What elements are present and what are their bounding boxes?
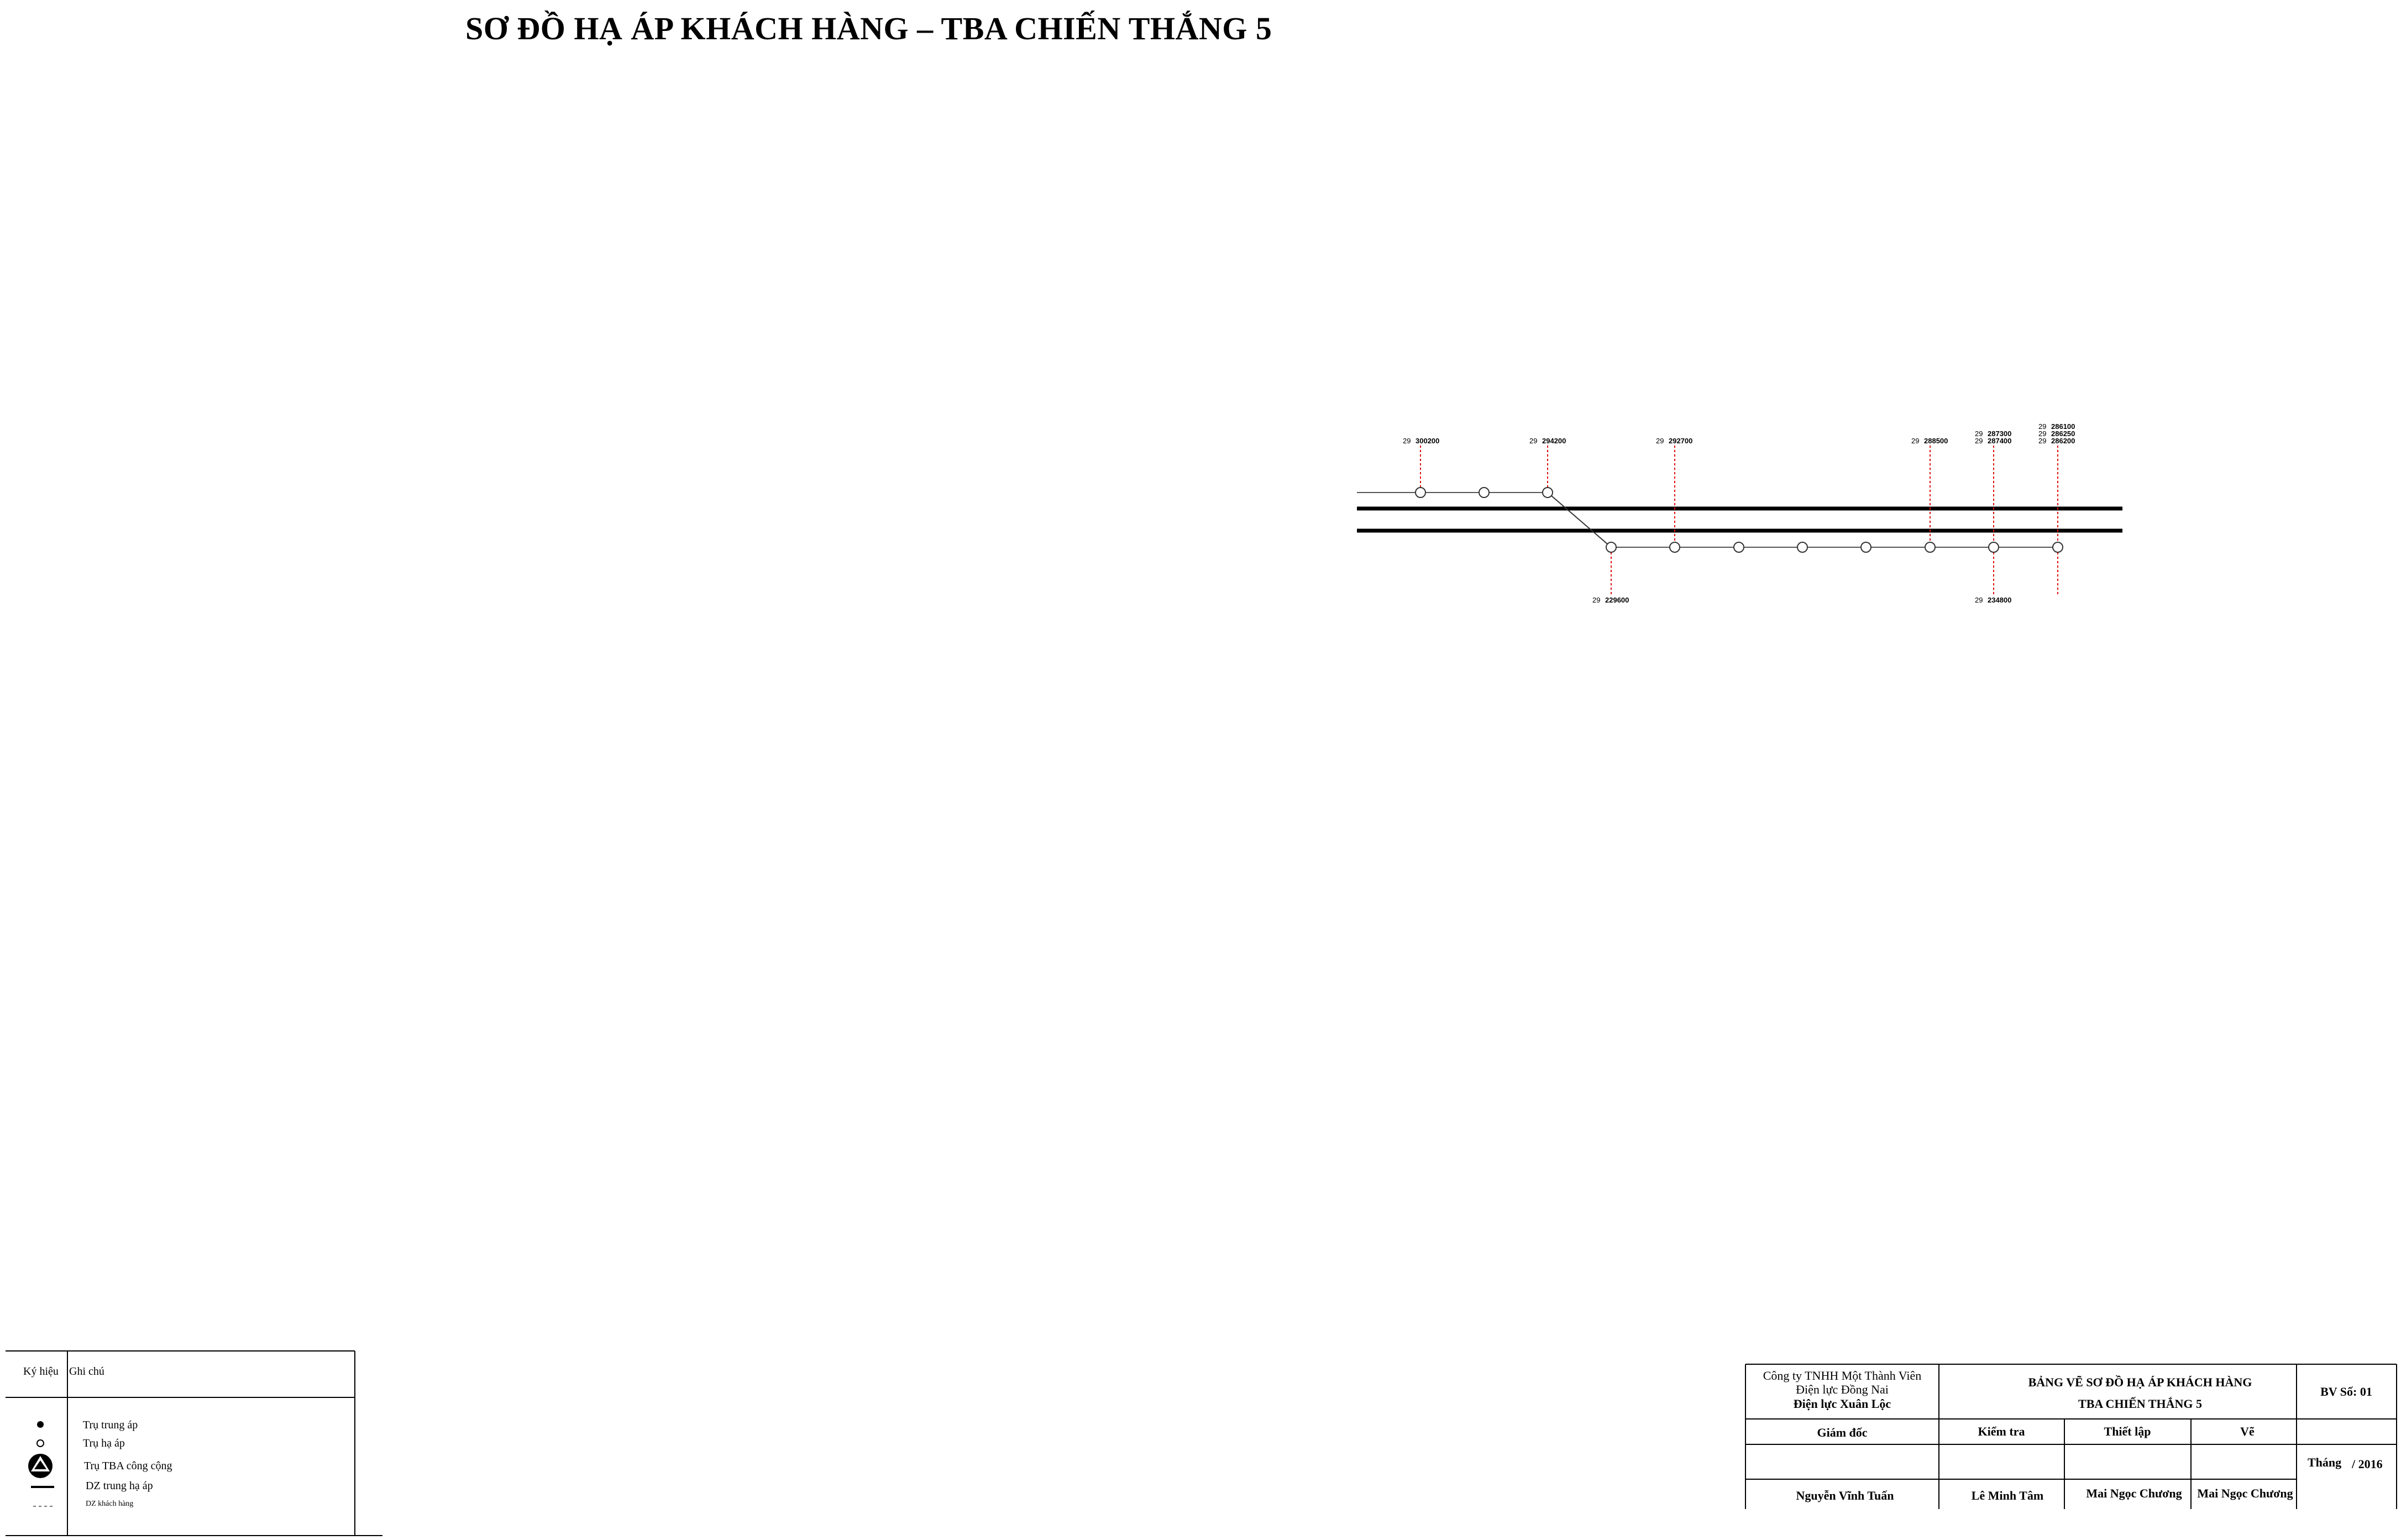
low-voltage-pole[interactable] <box>1797 542 1807 552</box>
low-voltage-pole[interactable] <box>1479 488 1489 497</box>
legend-label: Trụ TBA công cộng <box>84 1460 172 1472</box>
title-block-text <box>1763 1369 2383 1502</box>
name-designer: Mai Ngọc Chương <box>2086 1486 2182 1500</box>
company-line2: Điện lực Đồng Nai <box>1796 1382 1889 1396</box>
role-drafter: Vẽ <box>2240 1424 2255 1438</box>
lower-pole-labels <box>1592 596 2011 604</box>
label-code: 286100 <box>2051 422 2075 431</box>
year-label: / 2016 <box>2352 1457 2383 1471</box>
label-prefix: 29 <box>1975 437 1983 445</box>
low-voltage-pole[interactable] <box>1989 542 1999 552</box>
role-checker: Kiểm tra <box>1978 1424 2025 1438</box>
label-code: 294200 <box>1542 437 1566 445</box>
legend <box>6 1351 382 1536</box>
name-director: Nguyễn Vĩnh Tuấn <box>1796 1489 1894 1502</box>
public-substation-icon <box>28 1454 53 1478</box>
label-code: 288500 <box>1924 437 1948 445</box>
filled-circle-icon <box>37 1421 44 1428</box>
name-checker: Lê Minh Tâm <box>1971 1489 2044 1502</box>
label-prefix: 29 <box>2038 422 2047 431</box>
drawing-title-line2: TBA CHIẾN THẮNG 5 <box>2078 1397 2202 1411</box>
label-prefix: 29 <box>1592 596 1601 604</box>
open-circle-icon <box>37 1440 44 1447</box>
label-code: 286250 <box>2051 429 2075 438</box>
label-code: 234800 <box>1988 596 2012 604</box>
label-prefix: 29 <box>1529 437 1538 445</box>
legend-header-note: Ghi chú <box>69 1365 104 1377</box>
low-voltage-pole[interactable] <box>1861 542 1871 552</box>
legend-header-symbol: Ký hiệu <box>23 1365 59 1377</box>
label-code: 286200 <box>2051 437 2075 445</box>
legend-label: DZ trung hạ áp <box>86 1480 153 1492</box>
page-title: SƠ ĐỒ HẠ ÁP KHÁCH HÀNG – TBA CHIẾN THẮNG 5 <box>465 11 1272 46</box>
label-prefix: 29 <box>1403 437 1411 445</box>
role-director: Giám đốc <box>1817 1426 1868 1439</box>
low-voltage-diagram <box>1357 422 2122 604</box>
legend-label: Trụ hạ áp <box>83 1437 125 1449</box>
label-prefix: 29 <box>1975 429 1983 438</box>
company-line3: Điện lực Xuân Lộc <box>1793 1397 1891 1411</box>
sheet-number: BV Số: 01 <box>2320 1385 2372 1398</box>
name-drafter: Mai Ngọc Chương <box>2197 1486 2293 1500</box>
low-voltage-pole[interactable] <box>1543 488 1553 497</box>
label-code: 229600 <box>1605 596 1629 604</box>
legend-label: Trụ trung áp <box>83 1419 138 1431</box>
label-code: 287400 <box>1988 437 2012 445</box>
low-voltage-pole[interactable] <box>1416 488 1425 497</box>
low-voltage-pole[interactable] <box>2053 542 2063 552</box>
month-label: Tháng <box>2308 1455 2342 1469</box>
customer-lines-lower <box>1611 552 2058 596</box>
customer-lines-upper <box>1420 446 2058 542</box>
drawing-title-line1: BẢNG VẼ SƠ ĐỒ HẠ ÁP KHÁCH HÀNG <box>2028 1375 2252 1389</box>
low-voltage-pole[interactable] <box>1734 542 1744 552</box>
label-prefix: 29 <box>2038 429 2047 438</box>
label-prefix: 29 <box>2038 437 2047 445</box>
company-line1: Công ty TNHH Một Thành Viên <box>1763 1369 1922 1382</box>
label-prefix: 29 <box>1656 437 1664 445</box>
low-voltage-pole[interactable] <box>1670 542 1680 552</box>
legend-label: DZ khách hàng <box>86 1500 134 1508</box>
label-prefix: 29 <box>1911 437 1920 445</box>
label-prefix: 29 <box>1975 596 1983 604</box>
role-designer: Thiết lập <box>2104 1424 2151 1438</box>
label-code: 300200 <box>1416 437 1440 445</box>
label-code: 292700 <box>1669 437 1693 445</box>
low-voltage-pole[interactable] <box>1606 542 1616 552</box>
low-voltage-pole[interactable] <box>1925 542 1935 552</box>
low-voltage-connector <box>1548 493 1611 547</box>
upper-pole-labels <box>1403 422 2075 445</box>
label-code: 287300 <box>1988 429 2012 438</box>
low-voltage-poles <box>1416 488 2063 552</box>
